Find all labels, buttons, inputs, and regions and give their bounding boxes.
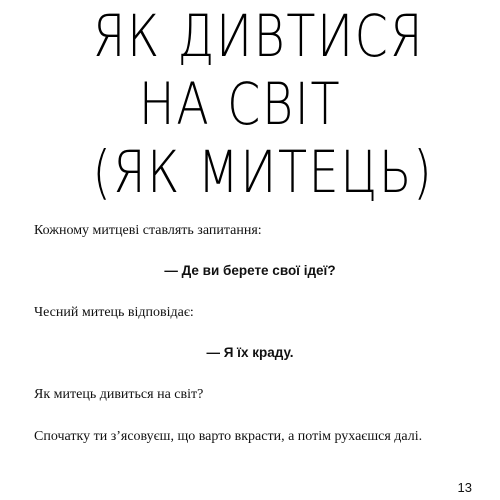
chapter-title-line-1: ЯК ДИВТИСЯ [92, 2, 425, 70]
chapter-title [92, 2, 434, 206]
quote-question: — Де ви берете свої ідеї? [164, 263, 336, 278]
honest-artist-paragraph: Чесний митець відповідає: [34, 305, 194, 320]
page-number: 13 [457, 480, 472, 495]
chapter-title-line-3: (ЯК МИТЕЦЬ) [92, 138, 434, 206]
quote-answer: — Я їх краду. [206, 345, 294, 360]
answer-paragraph: Спочатку ти з’ясовуєш, що варто вкрасти, а потім рухаєшся далі. [34, 429, 423, 444]
question-paragraph: Як митець дивиться на світ? [34, 387, 204, 402]
chapter-title-line-2: НА СВІТ [138, 70, 342, 138]
intro-paragraph: Кожному митцеві ставлять запитання: [34, 223, 262, 238]
